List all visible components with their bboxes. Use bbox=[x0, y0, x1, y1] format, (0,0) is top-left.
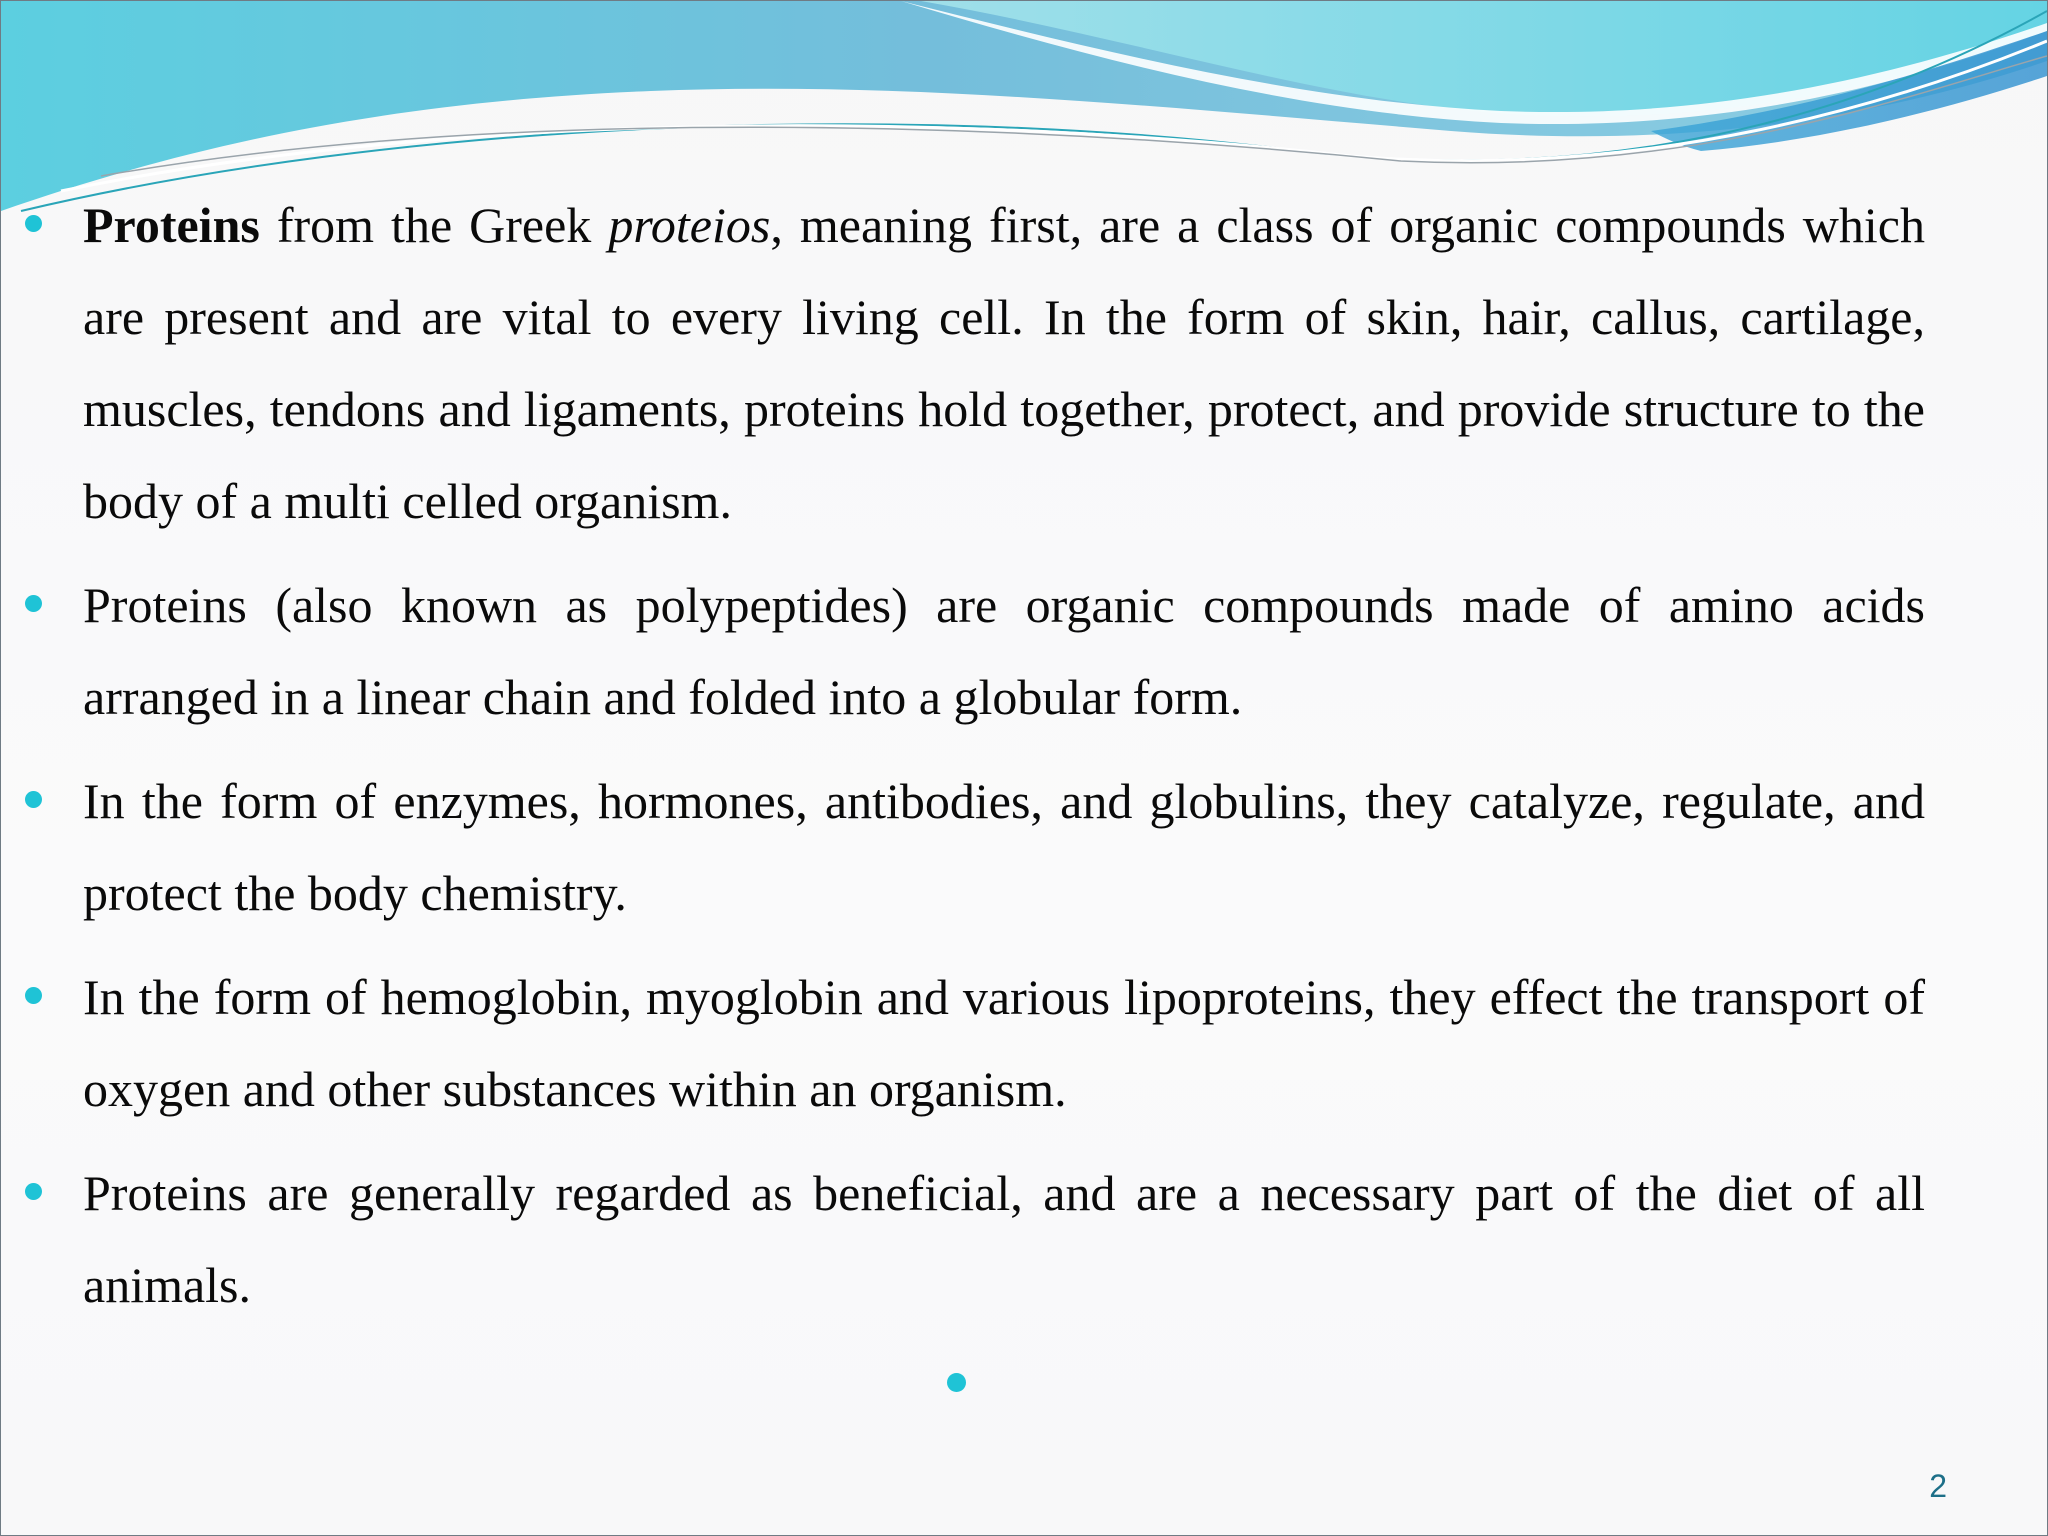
bullet-list bbox=[83, 179, 1925, 1343]
bullet-dot-icon bbox=[25, 595, 42, 612]
bullet-text: In the form of enzymes, hormones, antibodies, and globulins, they catalyze, regulate, and protect the body chemistry. bbox=[83, 773, 1925, 921]
bullet-item-diet bbox=[83, 1147, 1925, 1331]
bullet-item-polypeptides bbox=[83, 559, 1925, 743]
bullet-term: Proteins bbox=[83, 197, 260, 253]
bullet-dot-icon bbox=[25, 791, 42, 808]
bullet-text-b: , meaning first, are a class of organic compounds which are present and are vital to every living cell. In the form of skin, hair, callus, cartilage, muscles, tendons and ligaments, proteins hold together, protect, and provide structure to the body of a multi celled organism. bbox=[83, 197, 1925, 529]
bullet-italic-term: proteios bbox=[608, 197, 771, 253]
bullet-text: Proteins (also known as polypeptides) are organic compounds made of amino acids arranged in a linear chain and folded into a globular form. bbox=[83, 577, 1925, 725]
bullet-dot-icon bbox=[25, 215, 42, 232]
bullet-text-a: from the Greek bbox=[259, 197, 609, 253]
bullet-item-enzymes bbox=[83, 755, 1925, 939]
page-number: 2 bbox=[1929, 1468, 1947, 1504]
bullet-text: In the form of hemoglobin, myoglobin and various lipoproteins, they effect the transport of oxygen and other substances within an organism. bbox=[83, 969, 1925, 1117]
bullet-dot-icon bbox=[25, 1183, 42, 1200]
empty-bullet-icon bbox=[947, 1373, 966, 1392]
bullet-dot-icon bbox=[25, 987, 42, 1004]
bullet-item-transport bbox=[83, 951, 1925, 1135]
bullet-text: Proteins are generally regarded as beneficial, and are a necessary part of the diet of all animals. bbox=[83, 1165, 1925, 1313]
bullet-item-proteins-definition bbox=[83, 179, 1925, 547]
